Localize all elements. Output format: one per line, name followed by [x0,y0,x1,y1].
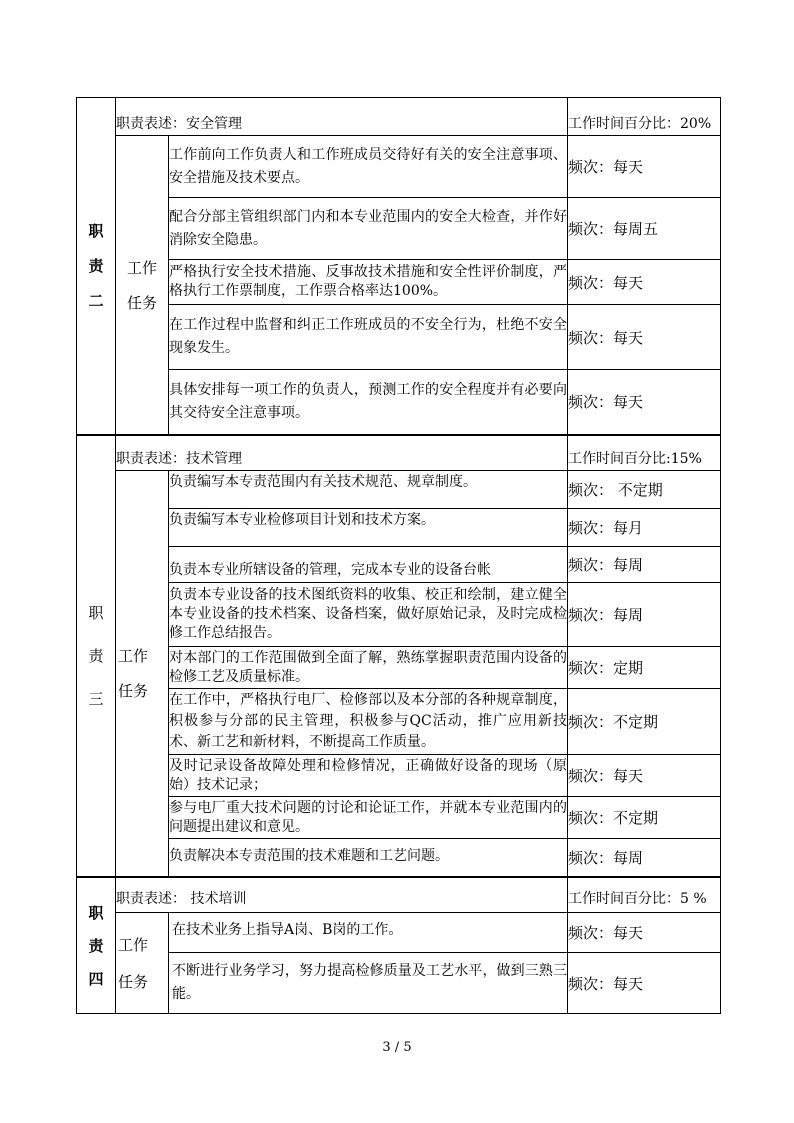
task-text: 在技术业务上指导A岗、B岗的工作。 [169,913,568,953]
task-text: 负责编写本专责范围内有关技术规范、规章制度。 [169,471,568,509]
task-text: 负责本专业所辖设备的管理，完成本专业的设备台帐 [169,547,568,583]
duty-description: 职责表述：安全管理 [116,98,568,136]
page-number: 3 / 5 [382,1040,412,1055]
task-text: 工作前向工作负责人和工作班成员交待好有关的安全注意事项、安全措施及技术要点。 [169,136,568,198]
task-text: 不断进行业务学习，努力提高检修质量及工艺水平，做到三熟三能。 [169,953,568,1014]
task-frequency: 频次：每周 [568,583,721,647]
duty-description: 职责表述： 技术培训 [116,877,568,913]
task-frequency: 频次：每周 [568,839,721,877]
task-text: 负责解决本专责范围的技术难题和工艺问题。 [169,839,568,877]
duty-label-3: 职 责 三 [77,435,116,877]
time-percentage: 工作时间百分比:15% [568,435,721,471]
task-label: 工作 任务 [116,136,169,435]
task-frequency: 频次：每周五 [568,198,721,260]
task-frequency: 频次：每天 [568,305,721,370]
task-text: 具体安排每一项工作的负责人，预测工作的安全程度并有必要向其交待安全注意事项。 [169,370,568,435]
task-frequency: 频次：每月 [568,509,721,547]
task-frequency: 频次：定期 [568,647,721,689]
task-text: 对本部门的工作范围做到全面了解，熟练掌握职责范围内设备的检修工艺及质量标准。 [169,647,568,689]
task-text: 负责编写本专业检修项目计划和技术方案。 [169,509,568,547]
duty-label-4: 职 责 四 [77,877,116,1014]
task-frequency: 频次：每天 [568,755,721,797]
task-text: 配合分部主管组织部门内和本专业范围内的安全大检查，并作好消除安全隐患。 [169,198,568,260]
task-frequency: 频次： 不定期 [568,471,721,509]
task-text: 负责本专业设备的技术图纸资料的收集、校正和绘制，建立健全本专业设备的技术档案、设备档案，做好原始记录，及时完成检修工作总结报告。 [169,583,568,647]
task-label: 工作 任务 [116,471,169,877]
task-frequency: 频次：每天 [568,953,721,1014]
task-frequency: 频次：每周 [568,547,721,583]
duty-table [76,97,721,1014]
task-text: 在工作过程中监督和纠正工作班成员的不安全行为，杜绝不安全现象发生。 [169,305,568,370]
task-text: 严格执行安全技术措施、反事故技术措施和安全性评价制度，严格执行工作票制度，工作票合格率达100%。 [169,260,568,305]
task-label: 工作 任务 [116,913,169,1014]
time-percentage: 工作时间百分比：20% [568,98,721,136]
duty-description: 职责表述：技术管理 [116,435,568,471]
task-frequency: 频次：不定期 [568,797,721,839]
task-text: 及时记录设备故障处理和检修情况，正确做好设备的现场（原始）技术记录； [169,755,568,797]
task-frequency: 频次：每天 [568,260,721,305]
task-frequency: 频次：每天 [568,136,721,198]
time-percentage: 工作时间百分比：5 % [568,877,721,913]
task-frequency: 频次：每天 [568,913,721,953]
task-frequency: 频次：不定期 [568,689,721,755]
task-text: 在工作中，严格执行电厂、检修部以及本分部的各种规章制度，积极参与分部的民主管理，积极参与QC活动，推广应用新技术、新工艺和新材料，不断提高工作质量。 [169,689,568,755]
duty-label-2: 职 责 二 [77,98,116,435]
task-frequency: 频次：每天 [568,370,721,435]
task-text: 参与电厂重大技术问题的讨论和论证工作，并就本专业范围内的问题提出建议和意见。 [169,797,568,839]
